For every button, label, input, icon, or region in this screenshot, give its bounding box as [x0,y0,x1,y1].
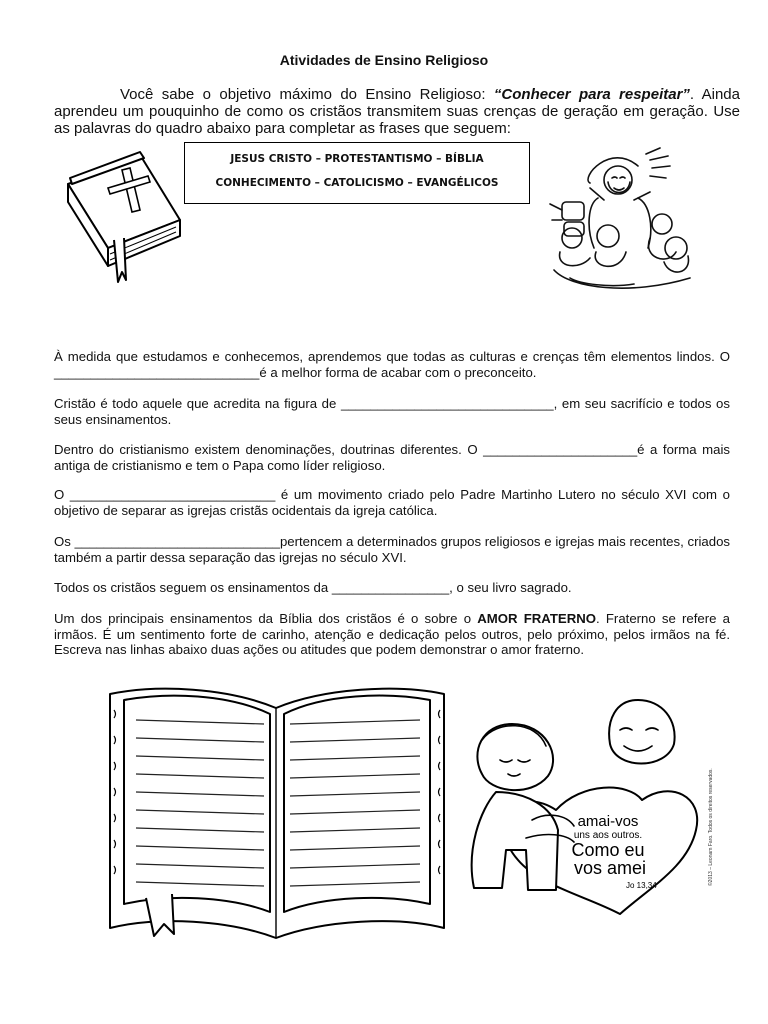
closed-bible-illustration [60,140,190,290]
sentence-1: À medida que estudamos e conhecemos, aprendemos que todas as culturas e crenças têm elementos lindos. O ____________________________é a melhor forma de acabar com o preconceito. [54,349,730,380]
jesus-children-illustration [550,148,700,298]
heart-reference: Jo 13,34 [626,881,657,890]
copyright-notice: ©2013 – Leonam Faro. Todos os direitos reservados. [708,768,714,886]
intro-before: Você sabe o objetivo máximo do Ensino Religioso: [120,86,494,103]
hug-heart-illustration [456,700,716,920]
sentence-4: O ____________________________ é um movimento criado pelo Padre Martinho Lutero no século XVI com o objetivo de separar as igrejas cristãs ocidentais da igreja católica. [54,487,730,518]
final-after: . Fraterno se refere a irmãos. É um sentimento forte de carinho, atenção e dedicação pelos outros, pelo próximo, pelos irmãos na fé. Escreva nas linhas abaixo duas ações ou atitudes que podem demonstrar o amor fraterno. [54,611,731,657]
intro-after: . Ainda aprendeu um pouquinho de como os cristãos transmitem suas crenças de geração em geração. Use as palavras do quadro abaixo para completar as frases que seguem: [54,86,740,137]
sentence-2: Cristão é todo aquele que acredita na figura de _____________________________, em seu sacrifício e todos os seus ensinamentos. [54,396,730,427]
heart-line-3: Como eu [571,840,645,860]
heart-line-4: vos amei [573,858,647,878]
intro-paragraph [54,86,740,137]
word-box [184,142,530,204]
page-title: Atividades de Ensino Religioso [279,52,489,68]
open-bible-writing-area[interactable] [98,680,458,945]
intro-highlight: “Conhecer para respeitar” [493,86,690,103]
heart-line-1: amai-vos [577,813,639,830]
sentence-6: Todos os cristãos seguem os ensinamentos da ________________, o seu livro sagrado. [54,580,572,595]
final-before: Um dos principais ensinamentos da Bíblia dos cristãos é o sobre o [54,611,478,626]
sentence-3: Dentro do cristianismo existem denominações, doutrinas diferentes. O _____________________é a forma mais antiga de cristianismo e tem o Papa como líder religioso. [54,442,730,473]
sentence-5: Os ____________________________pertencem a determinados grupos religiosos e igrejas mais recentes, criados também a partir dessa separação das igrejas no século XVI. [54,534,730,565]
word-box-line-1: JESUS CRISTO – PROTESTANTISMO – BÍBLIA [230,153,484,165]
heart-line-2: uns aos outros. [573,830,643,841]
word-box-line-2: CONHECIMENTO – CATOLICISMO – EVANGÉLICOS [215,177,499,189]
final-paragraph [54,611,730,658]
final-bold: AMOR FRATERNO [477,611,597,626]
